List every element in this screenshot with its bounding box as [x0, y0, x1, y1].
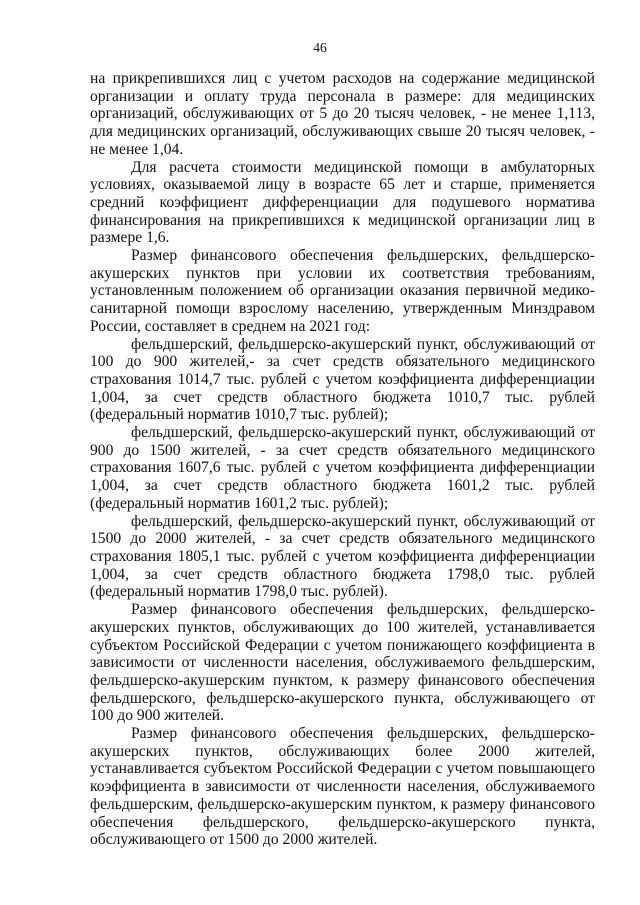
page-number: 46 [313, 40, 327, 55]
paragraph: Размер финансового обеспечения фельдшерских, фельдшерско-акушерских пунктов при условии их соответствия требованиям, установленным положением об организации оказания первичной медико-санитарной помощи взрослому населению, утвержденным Минздравом России, составляет в среднем на 2021 год: [90, 247, 595, 335]
paragraph-list-item: фельдшерский, фельдшерско-акушерский пункт, обслуживающий от 900 до 1500 жителей, - за счет средств обязательного медицинского страхования 1607,6 тыс. рублей с учетом коэффициента дифференциации 1,004, за счет средств областного бюджета 1601,2 тыс. рублей (федеральный норматив 1601,2 тыс. рублей); [90, 424, 595, 512]
paragraph-list-item: фельдшерский, фельдшерско-акушерский пункт, обслуживающий от 1500 до 2000 жителей, - за счет средств обязательного медицинского страхования 1805,1 тыс. рублей с учетом коэффициента дифференциации 1,004, за счет средств областного бюджета 1798,0 тыс. рублей (федеральный норматив 1798,0 тыс. рублей). [90, 512, 595, 601]
paragraph-continuation: на прикрепившихся лиц с учетом расходов на содержание медицинской организации и оплату труда персонала в размере: для медицинских организаций, обслуживающих от 5 до 20 тысяч человек, - не менее 1,113, для медицинских организаций, обслуживающих свыше 20 тысяч человек, - не менее 1,04. [90, 70, 595, 158]
paragraph: Размер финансового обеспечения фельдшерских, фельдшерско-акушерских пунктов, обслуживающих более 2000 жителей, устанавливается субъектом Российской Федерации с учетом повышающего коэффициента в зависимости от численности населения, обслуживаемого фельдшерским, фельдшерско-акушерским пунктом, к размеру финансового обеспечения фельдшерского, фельдшерско-акушерского пункта, обслуживающего от 1500 до 2000 жителей. [90, 725, 595, 849]
paragraph-list-item: фельдшерский, фельдшерско-акушерский пункт, обслуживающий от 100 до 900 жителей,- за счет средств обязательного медицинского страхования 1014,7 тыс. рублей с учетом коэффициента дифференциации 1,004, за счет средств областного бюджета 1010,7 тыс. рублей (федеральный норматив 1010,7 тыс. рублей); [90, 335, 595, 424]
paragraph: Для расчета стоимости медицинской помощи в амбулаторных условиях, оказываемой лицу в возрасте 65 лет и старше, применяется средний коэффициент дифференциации для подушевого норматива финансирования на прикрепившихся к медицинской организации лиц в размере 1,6. [90, 158, 595, 247]
body-text [90, 70, 595, 849]
paragraph: Размер финансового обеспечения фельдшерских, фельдшерско-акушерских пунктов, обслуживающих до 100 жителей, устанавливается субъектом Российской Федерации с учетом понижающего коэффициента в зависимости от численности населения, обслуживаемого фельдшерским, фельдшерско-акушерским пунктом, к размеру финансового обеспечения фельдшерского, фельдшерско-акушерского пункта, обслуживающего от 100 до 900 жителей. [90, 601, 595, 725]
